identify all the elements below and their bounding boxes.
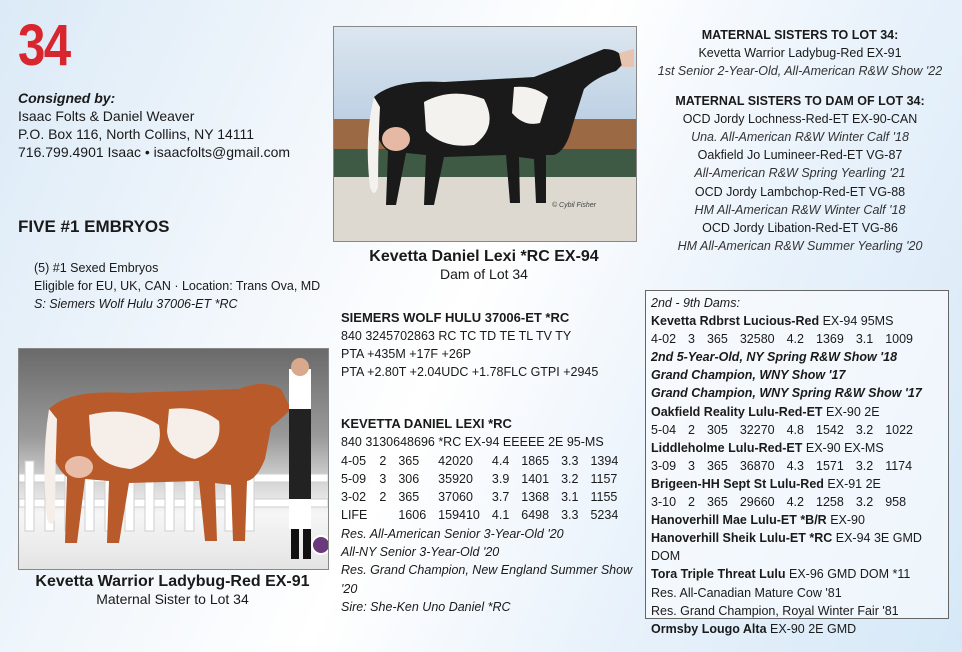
dam8-name: Tora Triple Threat Lulu <box>651 567 786 582</box>
caption-subtitle: Maternal Sister to Lot 34 <box>96 591 249 607</box>
sister-note: 1st Senior 2-Year-Old, All-American R&W Show '22 <box>657 64 943 79</box>
dam-sister-note: HM All-American R&W Winter Calf '18 <box>694 202 906 217</box>
dam2-class: EX-94 95MS <box>819 314 894 329</box>
dam9-line <box>651 620 948 638</box>
record-cell: 1258 <box>816 495 844 510</box>
record-cell: 1157 <box>590 471 618 486</box>
record-cell: 365 <box>706 458 728 473</box>
record-cell: 1155 <box>590 490 618 505</box>
photo-sister-ladybug <box>18 348 329 570</box>
record-cell <box>379 506 398 524</box>
embryos-line1: (5) #1 Sexed Embryos <box>34 261 159 275</box>
record-cell: 3.2 <box>855 422 874 437</box>
sire-pta-type: PTA +2.80T +2.04UDC +1.78FLC GTPI +2945 <box>341 365 599 379</box>
record-cell: 3 <box>688 332 695 347</box>
dam-sister-note: All-American R&W Spring Yearling '21 <box>694 166 906 181</box>
photo-credit: © Cybil Fisher <box>551 202 596 209</box>
record-cell: 29660 <box>739 495 775 510</box>
consignor-address: P.O. Box 116, North Collins, NY 14111 <box>18 126 255 142</box>
table-row <box>651 493 906 511</box>
record-cell: 1571 <box>816 458 844 473</box>
dam5-class: EX-91 2E <box>823 476 881 491</box>
dam3-class: EX-90 2E <box>822 404 880 419</box>
consignor-block <box>18 89 318 161</box>
dam-records-table <box>341 452 618 525</box>
record-cell: 365 <box>706 332 728 347</box>
dam7-line <box>651 529 948 565</box>
dam3-record <box>651 421 913 439</box>
dam2-record <box>651 330 913 348</box>
record-cell: 5-09 <box>341 471 367 486</box>
record-cell: 1542 <box>816 422 844 437</box>
record-cell: 159410 <box>438 508 480 523</box>
record-cell: 1022 <box>885 422 914 437</box>
dam-sister-name: OCD Jordy Lochness-Red-ET EX-90-CAN <box>682 111 918 126</box>
record-cell: 2 <box>379 490 387 505</box>
record-cell: 4.8 <box>786 422 804 437</box>
record-cell: 1009 <box>885 332 914 347</box>
record-cell: LIFE <box>341 508 368 523</box>
record-cell: 3.9 <box>491 471 510 486</box>
caption-title: Kevetta Warrior Ladybug-Red EX-91 <box>35 573 310 590</box>
photo-dam-lexi <box>333 26 637 242</box>
table-row <box>651 330 913 348</box>
dam-pedigree <box>341 415 641 616</box>
record-cell: 4-02 <box>651 332 677 347</box>
dam2-award: Grand Champion, WNY Spring R&W Show '17 <box>651 386 922 401</box>
record-cell: 1369 <box>816 332 844 347</box>
embryos-block <box>34 259 334 313</box>
record-cell: 36870 <box>739 458 775 473</box>
dam2-name: Kevetta Rdbrst Lucious-Red <box>651 314 820 329</box>
record-cell: 365 <box>398 490 420 505</box>
maternal-sisters <box>640 26 960 255</box>
sire-name: SIEMERS WOLF HULU 37006-ET *RC <box>341 310 570 325</box>
record-cell: 3 <box>688 458 695 473</box>
dam9-name: Ormsby Lougo Alta <box>651 621 767 636</box>
sire-pta-production: PTA +435M +17F +26P <box>341 347 472 361</box>
record-cell: 4.3 <box>786 458 804 473</box>
dam7-name: Hanoverhill Sheik Lulu-ET *RC <box>651 531 833 546</box>
record-cell: 4-05 <box>341 453 367 468</box>
record-cell: 3.7 <box>491 490 510 505</box>
dam4-record <box>651 457 912 475</box>
dam5-name: Brigeen-HH Sept St Lulu-Red <box>651 476 824 491</box>
table-row <box>341 506 618 524</box>
dam-sister-note: Una. All-American R&W Winter Calf '18 <box>691 130 909 145</box>
record-cell: 3.1 <box>855 332 874 347</box>
record-cell: 3.3 <box>561 508 579 523</box>
cow-illustration-red-white <box>19 349 328 569</box>
table-row <box>341 488 618 506</box>
record-cell: 5234 <box>590 508 619 523</box>
dams-box <box>645 290 949 636</box>
record-cell: 3 <box>379 471 387 486</box>
table-row <box>651 421 913 439</box>
dam-sister-name: OCD Jordy Libation-Red-ET VG-86 <box>702 221 898 236</box>
record-cell: 3.2 <box>561 471 579 486</box>
record-cell: 4.4 <box>491 453 510 468</box>
sister-name: Kevetta Warrior Ladybug-Red EX-91 <box>698 46 902 61</box>
caption-dam-lexi <box>333 248 635 282</box>
record-cell: 3.2 <box>855 458 874 473</box>
embryos-sire: S: Siemers Wolf Hulu 37006-ET *RC <box>34 297 238 311</box>
dam-sister-note: HM All-American R&W Summer Yearling '20 <box>677 239 923 254</box>
dam4-name: Liddleholme Lulu-Red-ET <box>651 440 803 455</box>
record-cell: 2 <box>688 422 695 437</box>
record-cell: 3.3 <box>561 453 579 468</box>
record-cell: 32580 <box>739 332 775 347</box>
dam6-class: EX-90 <box>826 513 865 528</box>
dam3-name: Oakfield Reality Lulu-Red-ET <box>651 404 823 419</box>
dam9-class: EX-90 2E GMD <box>766 621 857 636</box>
record-cell: 32270 <box>739 422 775 437</box>
record-cell: 37060 <box>438 490 473 505</box>
consignor-label: Consigned by: <box>18 90 116 106</box>
dam4-class: EX-90 EX-MS <box>802 440 884 455</box>
record-cell: 1394 <box>590 453 619 468</box>
record-cell: 42020 <box>438 453 473 468</box>
dam-sisters-heading: MATERNAL SISTERS TO DAM OF LOT 34: <box>675 93 925 108</box>
dam2-award: 2nd 5-Year-Old, NY Spring R&W Show '18 <box>651 350 898 365</box>
record-cell: 3-10 <box>651 495 677 510</box>
record-cell: 3-09 <box>651 458 677 473</box>
dam7-class: EX-94 3E GMD DOM <box>651 531 922 564</box>
dam3-line <box>651 403 948 421</box>
dam-sister-name: Oakfield Jo Lumineer-Red-ET VG-87 <box>697 148 903 163</box>
record-cell: 3-02 <box>341 490 367 505</box>
table-row <box>341 470 618 488</box>
dam5-line <box>651 475 948 493</box>
caption-sister-ladybug <box>18 573 327 607</box>
dam8-award: Res. Grand Champion, Royal Winter Fair '81 <box>651 603 899 618</box>
record-cell: 365 <box>398 453 420 468</box>
dam-award: Res. All-American Senior 3-Year-Old '20 <box>341 526 564 541</box>
table-row <box>341 452 618 470</box>
record-cell: 1401 <box>521 471 550 486</box>
consignor-names: Isaac Folts & Daniel Weaver <box>18 108 195 124</box>
record-cell: 1865 <box>521 453 550 468</box>
lot-number: 34 <box>18 13 70 78</box>
dam-name: KEVETTA DANIEL LEXI *RC <box>341 416 512 431</box>
record-cell: 2 <box>688 495 695 510</box>
caption-subtitle: Dam of Lot 34 <box>440 266 528 282</box>
record-cell: 3.2 <box>855 495 874 510</box>
embryos-heading: FIVE #1 EMBRYOS <box>18 217 170 236</box>
dam8-class: EX-96 GMD DOM *11 <box>785 567 911 582</box>
record-cell: 4.2 <box>786 332 804 347</box>
dam-award: Res. Grand Champion, New England Summer Show '20 <box>341 563 633 596</box>
dam-registration: 840 3130648696 *RC EX-94 EEEEE 2E 95-MS <box>341 435 604 450</box>
dam5-record <box>651 493 906 511</box>
consignor-contact: 716.799.4901 Isaac • isaacfolts@gmail.com <box>18 144 291 160</box>
record-cell: 4.2 <box>786 495 804 510</box>
record-cell: 5-04 <box>651 422 677 437</box>
record-cell: 306 <box>398 471 420 486</box>
record-cell: 365 <box>706 495 728 510</box>
dam-award: All-NY Senior 3-Year-Old '20 <box>341 545 500 560</box>
dam8-line <box>651 565 948 583</box>
sisters-heading: MATERNAL SISTERS TO LOT 34: <box>701 28 899 42</box>
dam-sister-name: OCD Jordy Lambchop-Red-ET VG-88 <box>694 184 906 199</box>
record-cell: 4.1 <box>491 508 510 523</box>
caption-title: Kevetta Daniel Lexi *RC EX-94 <box>369 248 599 265</box>
sire-registration: 840 3245702863 RC TC TD TE TL TV TY <box>341 329 572 343</box>
record-cell: 2 <box>379 453 387 468</box>
dam4-line <box>651 439 948 457</box>
record-cell: 1368 <box>521 490 550 505</box>
record-cell: 958 <box>885 495 907 510</box>
record-cell: 1606 <box>398 508 427 523</box>
record-cell: 35920 <box>438 471 473 486</box>
dams-heading: 2nd - 9th Dams: <box>651 296 740 310</box>
dam6-line <box>651 511 948 529</box>
dam-sire: Sire: She-Ken Uno Daniel *RC <box>341 599 511 614</box>
sire-pedigree <box>341 309 641 381</box>
record-cell: 3.1 <box>561 490 579 505</box>
record-cell: 1174 <box>885 458 913 473</box>
dam6-name: Hanoverhill Mae Lulu-ET *B/R <box>651 513 827 528</box>
embryos-line2: Eligible for EU, UK, CAN · Location: Trans Ova, MD <box>34 279 321 293</box>
dam2-award: Grand Champion, WNY Show '17 <box>651 368 846 383</box>
table-row <box>651 457 912 475</box>
record-cell: 305 <box>706 422 728 437</box>
dam8-award: Res. All-Canadian Mature Cow '81 <box>651 585 842 600</box>
record-cell: 6498 <box>521 508 550 523</box>
dam2-line <box>651 312 948 330</box>
